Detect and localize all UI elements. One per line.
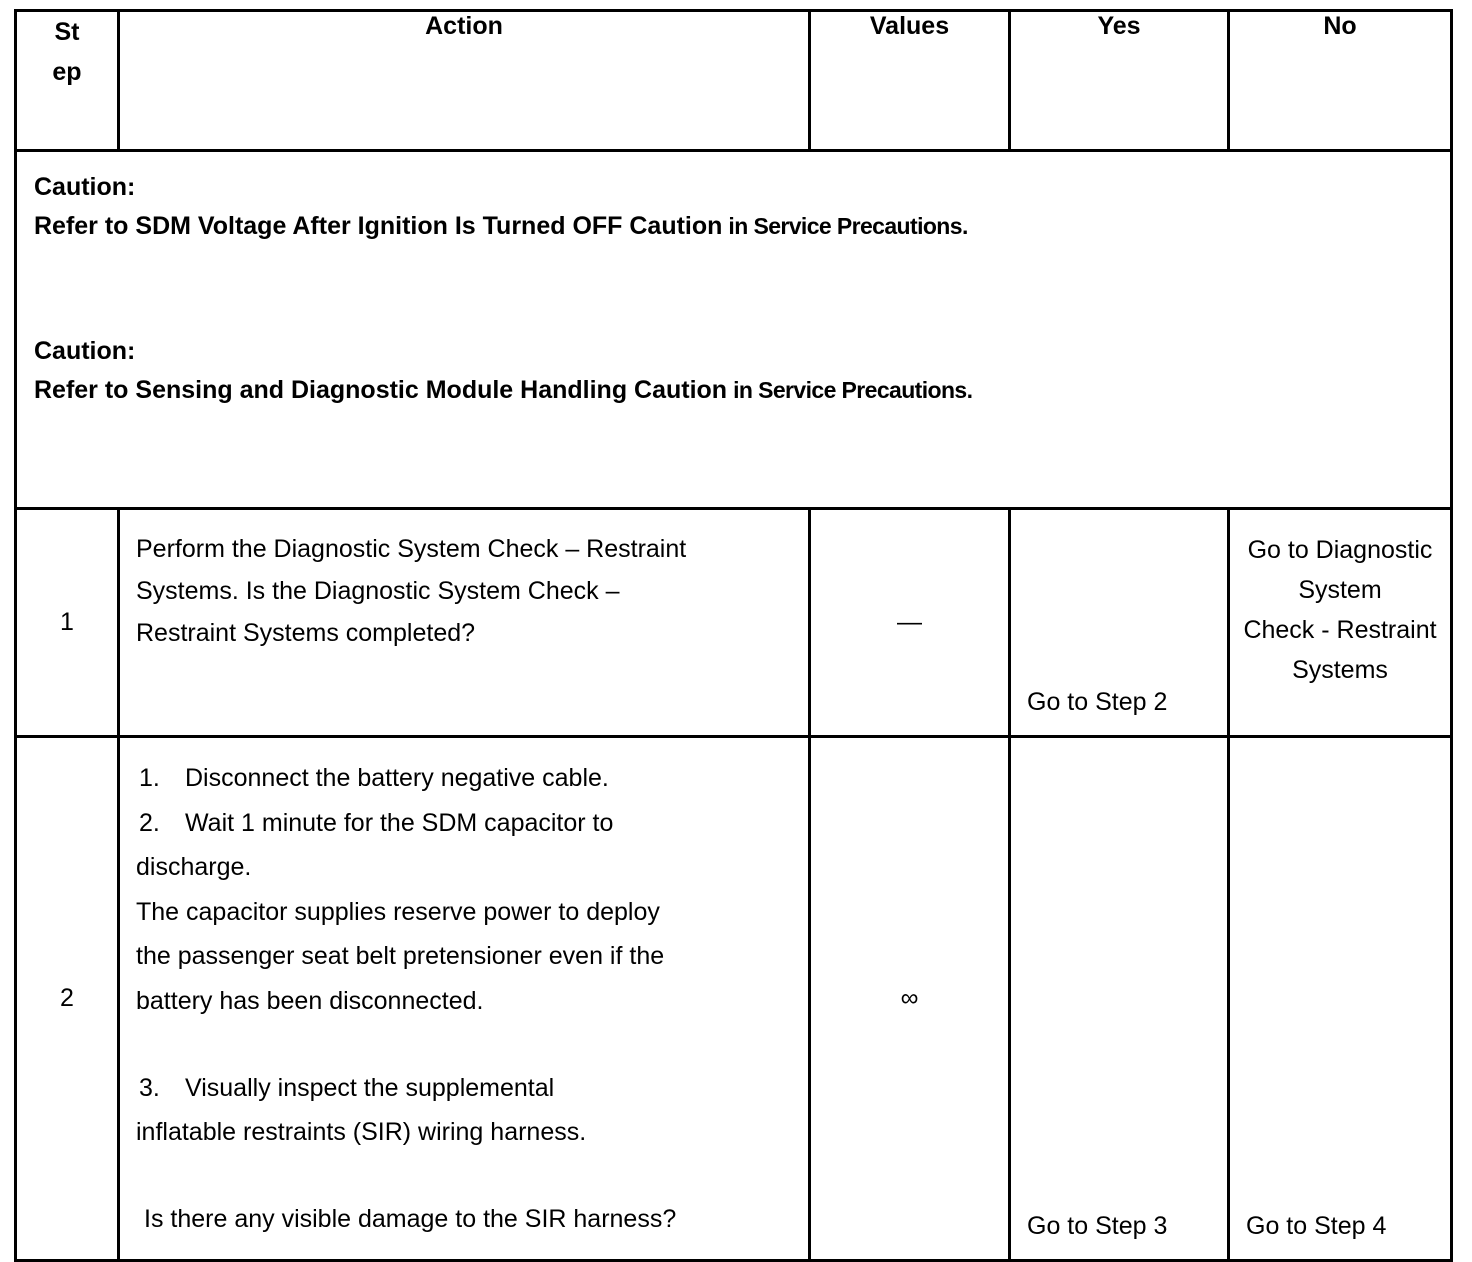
caution-title: Caution: bbox=[34, 337, 136, 365]
header-values: Values bbox=[810, 11, 1010, 151]
action-line: Restraint Systems completed? bbox=[136, 619, 476, 647]
action-cell bbox=[119, 737, 810, 1261]
item-number: 1. bbox=[139, 764, 160, 792]
table-row bbox=[16, 509, 1452, 737]
header-row bbox=[16, 11, 1452, 151]
caution-tail: in Service Precautions. bbox=[733, 377, 973, 403]
action-item bbox=[136, 1066, 808, 1111]
no-link: Go to Step 4 bbox=[1246, 1212, 1387, 1240]
action-line: Systems. Is the Diagnostic System Check – bbox=[136, 577, 620, 605]
action-line: discharge. bbox=[136, 853, 252, 882]
action-line: The capacitor supplies reserve power to deploy bbox=[136, 897, 660, 926]
caution-row bbox=[16, 151, 1452, 509]
no-line: Systems bbox=[1292, 656, 1388, 684]
caution-cell bbox=[16, 151, 1452, 509]
caution-reference: Refer to Sensing and Diagnostic Module Handling Caution bbox=[34, 376, 728, 404]
caution-block bbox=[34, 332, 1450, 410]
no-cell bbox=[1229, 737, 1452, 1261]
no-line: Go to Diagnostic bbox=[1247, 536, 1433, 564]
action-cell bbox=[119, 509, 810, 737]
no-cell bbox=[1229, 509, 1452, 737]
no-line: Check - Restraint bbox=[1243, 616, 1437, 644]
action-line: the passenger seat belt pretensioner even if the bbox=[136, 942, 665, 971]
header-action: Action bbox=[119, 11, 810, 151]
action-item bbox=[136, 801, 808, 846]
step-number: 2 bbox=[16, 737, 119, 1261]
action-line: battery has been disconnected. bbox=[136, 986, 484, 1015]
item-text: Wait 1 minute for the SDM capacitor to bbox=[185, 808, 614, 837]
step-number: 1 bbox=[16, 509, 119, 737]
yes-link: Go to Step 2 bbox=[1027, 688, 1168, 716]
yes-link: Go to Step 3 bbox=[1027, 1212, 1168, 1240]
spacer bbox=[136, 1155, 808, 1197]
header-no: No bbox=[1229, 11, 1452, 151]
table-row bbox=[16, 737, 1452, 1261]
yes-cell bbox=[1010, 737, 1229, 1261]
action-question: Is there any visible damage to the SIR harness? bbox=[144, 1204, 677, 1233]
action-line: Perform the Diagnostic System Check – Restraint bbox=[136, 535, 687, 563]
value-cell: — bbox=[810, 509, 1010, 737]
no-line: System bbox=[1298, 576, 1382, 604]
action-item bbox=[136, 756, 808, 801]
spacer bbox=[136, 1024, 808, 1066]
item-number: 3. bbox=[139, 1073, 160, 1102]
action-line: inflatable restraints (SIR) wiring harness. bbox=[136, 1118, 587, 1147]
diagnostic-table bbox=[14, 9, 1453, 1262]
item-text: Disconnect the battery negative cable. bbox=[185, 764, 609, 792]
item-number: 2. bbox=[139, 808, 160, 837]
header-yes: Yes bbox=[1010, 11, 1229, 151]
caution-block bbox=[34, 168, 1450, 246]
header-step: St ep bbox=[16, 11, 119, 151]
caution-reference: Refer to SDM Voltage After Ignition Is Turned OFF Caution bbox=[34, 212, 723, 240]
item-text: Visually inspect the supplemental bbox=[185, 1073, 555, 1102]
caution-tail: in Service Precautions. bbox=[728, 213, 968, 239]
value-cell: ∞ bbox=[810, 737, 1010, 1261]
yes-cell bbox=[1010, 509, 1229, 737]
caution-title: Caution: bbox=[34, 173, 136, 201]
